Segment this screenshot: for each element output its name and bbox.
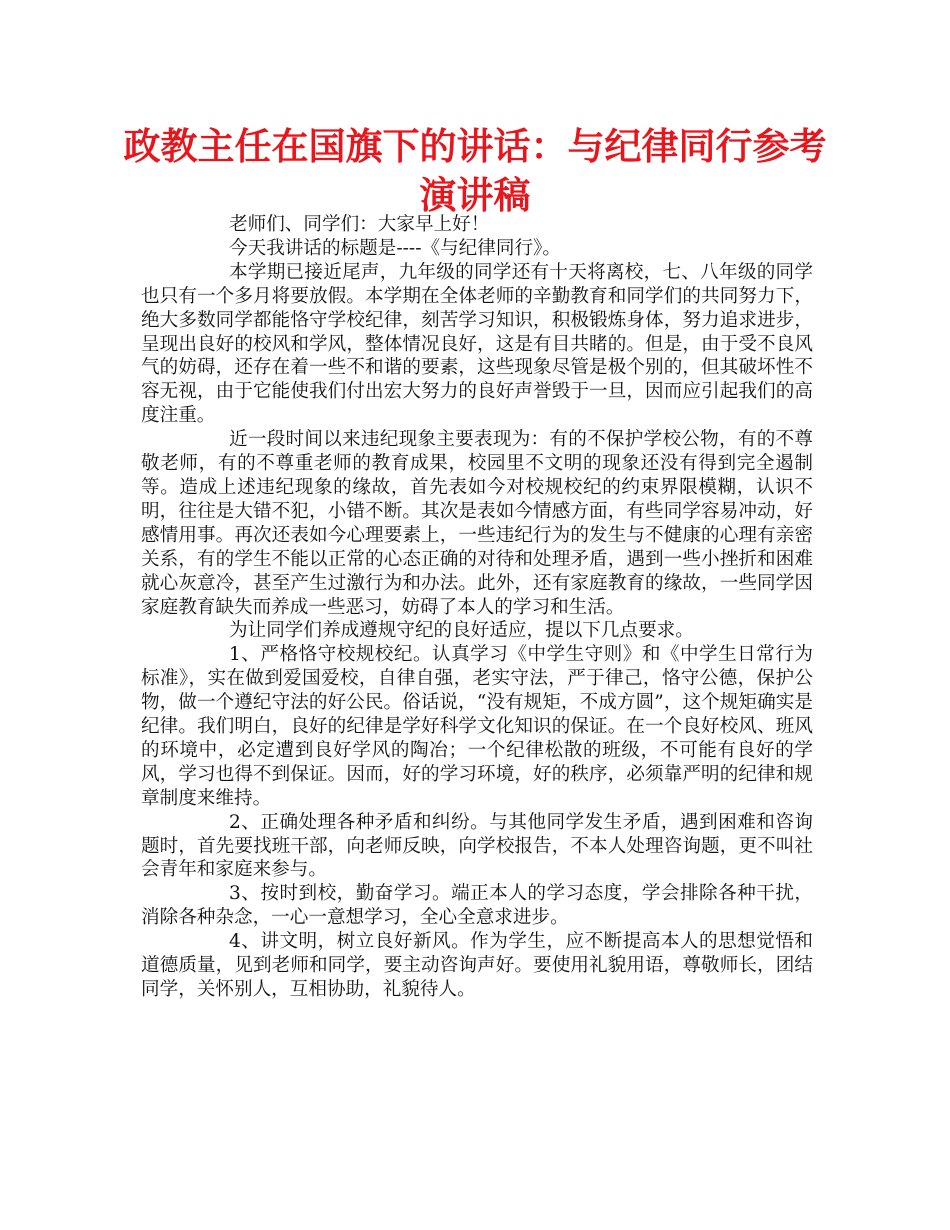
document-title: 政教主任在国旗下的讲话：与纪律同行参考演讲稿 [123,125,827,217]
requirement-3-paragraph: 3、按时到校，勤奋学习。端正本人的学习态度，学会排除各种干扰，消除各种杂念，一心一意想学习，全心全意求进步。 [141,883,813,929]
semester-summary-paragraph: 本学期已接近尾声，九年级的同学还有十天将离校，七、八年级的同学也只有一个多月将要放假。本学期在全体老师的辛勤教育和同学们的共同努力下，绝大多数同学都能恪守学校纪律，刻苦学习知识，积极锻炼身体，努力追求进步，呈现出良好的校风和学风，整体情况良好，这是有目共睹的。但是，由于受不良风气的妨碍，还存在着一些不和谐的要素，这些现象尽管是极个别的，但其破坏性不容无视，由于它能使我们付出宏大努力的良好声誉毁于一旦，因而应引起我们的高度注重。 [141,261,813,427]
requirement-1-paragraph: 1、严格恪守校规校纪。认真学习《中学生守则》和《中学生日常行为标准》，实在做到爱国爱校，自律自强，老实守法，严于律己，恪守公德，保护公物，做一个遵纪守法的好公民。俗话说，“没有规矩，不成方圆”，这个规矩确实是纪律。我们明白，良好的纪律是学好科学文化知识的保证。在一个良好校风、班风的环境中，必定遭到良好学风的陶冶；一个纪律松散的班级，不可能有良好的学风，学习也得不到保证。因而，好的学习环境，好的秩序，必须靠严明的纪律和规章制度来维持。 [141,644,813,809]
requirement-2-paragraph: 2、正确处理各种矛盾和纠纷。与其他同学发生矛盾，遇到困难和咨询题时，首先要找班干部，向老师反映，向学校报告，不本人处理咨询题，更不叫社会青年和家庭来参与。 [141,811,813,881]
requirement-4-paragraph: 4、讲文明，树立良好新风。作为学生，应不断提高本人的思想觉悟和道德质量，见到老师和同学，要主动咨询声好。要使用礼貌用语，尊敬师长，团结同学，关怀别人，互相协助，礼貌待人。 [141,931,813,1000]
document-body [141,213,813,1002]
requirements-intro-paragraph: 为让同学们养成遵规守纪的良好适应，提以下几点要求。 [229,620,694,642]
violations-paragraph: 近一段时间以来违纪现象主要表现为：有的不保护学校公物，有的不尊敬老师，有的不尊重老师的教育成果，校园里不文明的现象还没有得到完全遏制等。造成上述违纪现象的缘故，首先表如今对校规校纪的约束界限模糊，认识不明，往往是大错不犯，小错不断。其次是表如今情感方面，有些同学容易冲动，好感情用事。再次还表如今心理要素上，一些违纪行为的发生与不健康的心理有亲密关系，有的学生不能以正常的心态正确的对待和处理矛盾，遇到一些小挫折和困难就心灰意冷，甚至产生过激行为和办法。此外，还有家庭教育的缘故，一些同学因家庭教育缺失而养成一些恶习，妨碍了本人的学习和生活。 [141,429,813,618]
greeting-paragraph: 老师们、同学们：大家早上好！ [229,214,490,235]
topic-paragraph: 今天我讲话的标题是----《与纪律同行》。 [229,237,561,259]
